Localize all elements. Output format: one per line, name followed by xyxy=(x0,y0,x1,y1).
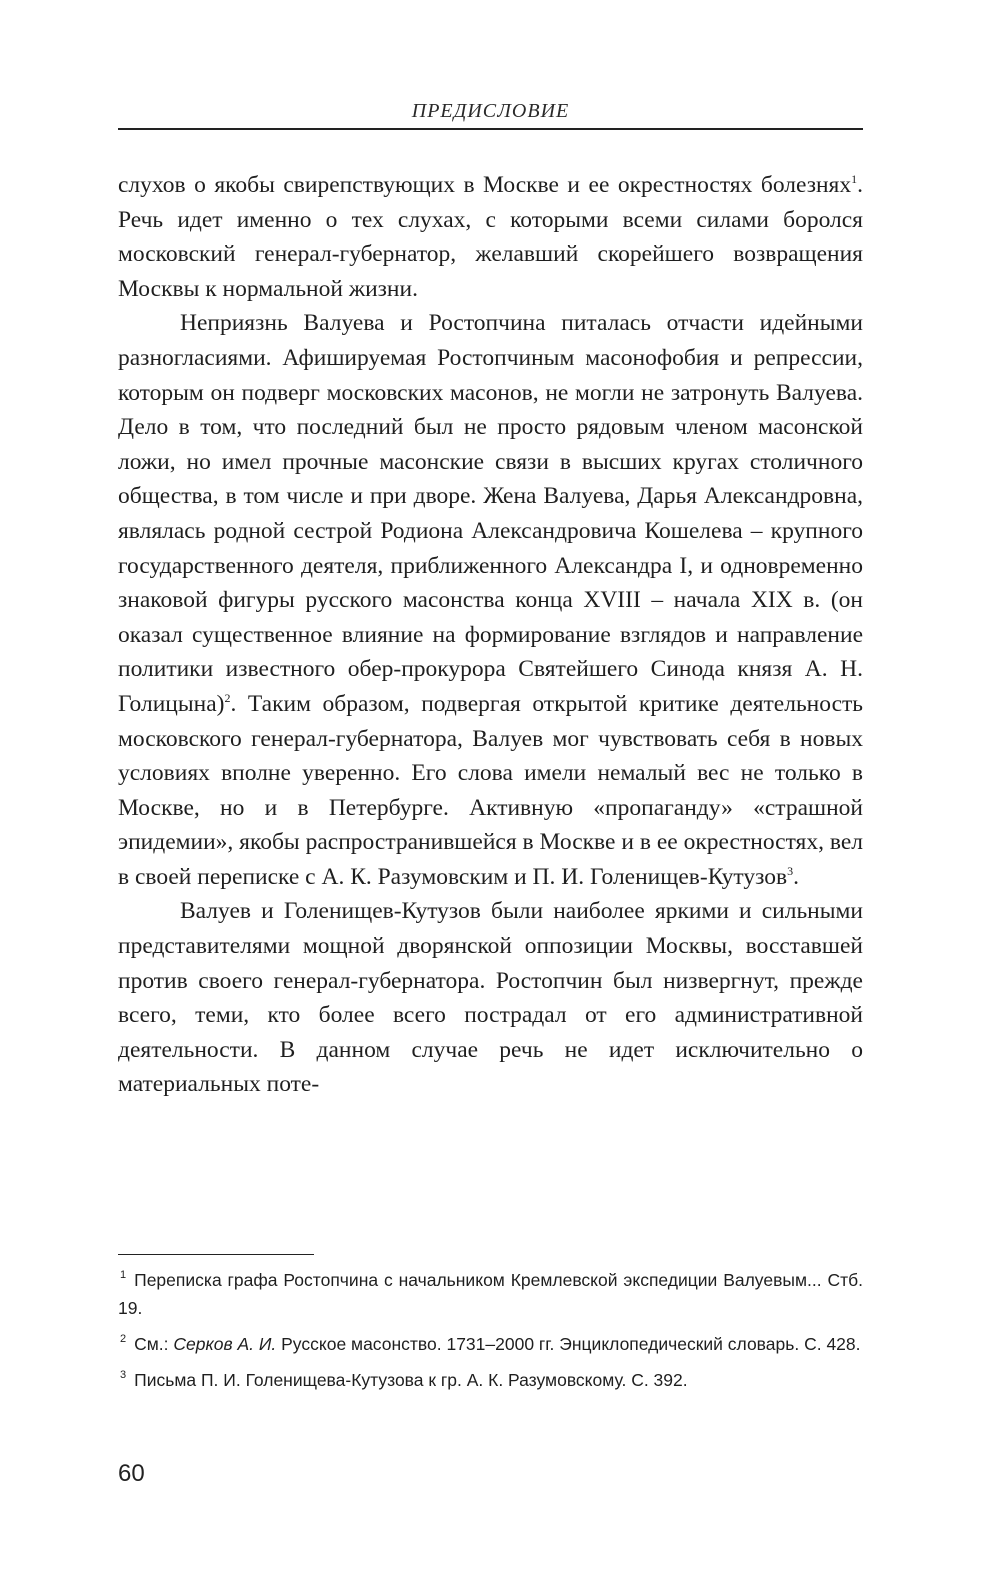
paragraph-2 xyxy=(118,306,863,894)
paragraph-2-text-a: Неприязнь Валуева и Ростопчина питалась отчасти идейными разногласиями. Афишируемая Ростопчиным масонофобия и репрессии, которым он подверг московских масонов, не могли не затронуть Валуева. Дело в том, что последний был не просто рядовым членом масонской ложи, но имел прочные масонские связи в высших кругах столичного общества, в том числе и при дворе. Жена Валуева, Дарья Александровна, являлась родной сестрой Родиона Александровича Кошелева – крупного государственного деятеля, приближенного Александра I, и одновременно знаковой фигуры русского масонства конца XVIII – начала XIX в. (он оказал существенное влияние на формирование взглядов и направление политики известного обер-прокурора Святейшего Синода князя А. Н. Голицына) xyxy=(118,310,863,717)
paragraph-1-text-b: . Речь идет именно о тех слухах, с которыми всеми силами боролся московский генерал-губернатор, желавший скорейшего возвращения Москвы к нормальной жизни. xyxy=(118,172,863,302)
footnote-ref-3: 3 xyxy=(787,863,794,878)
page-number: 60 xyxy=(118,1460,145,1487)
paragraph-1 xyxy=(118,168,863,306)
footnote-text: Письма П. И. Голенищева-Кутузова к гр. А. К. Разумовскому. С. 392. xyxy=(134,1370,688,1390)
paragraph-1-text-a: слухов о якобы свирепствующих в Москве и ее окрестностях болезнях xyxy=(118,172,852,198)
body-text xyxy=(118,168,863,1102)
footnotes xyxy=(118,1266,863,1402)
footnote-number: 1 xyxy=(120,1269,127,1281)
book-page xyxy=(118,0,863,1575)
footnote-number: 3 xyxy=(120,1369,127,1381)
footnote-text: Переписка графа Ростопчина с начальником Кремлевской экспедиции Валуевым... Стб. 19. xyxy=(118,1270,863,1318)
footnote-3 xyxy=(118,1366,863,1394)
footnote-ref-2: 2 xyxy=(224,690,231,705)
paragraph-2-text-b: . Таким образом, подвергая открытой критике деятельность московского генерал-губернатора, Валуев мог чувствовать себя в новых условиях вполне уверенно. Его слова имели немалый вес не только в Москве, но и в Петербурге. Активную «пропаганду» «страшной эпидемии», якобы распространившейся в Москве и в ее окрестностях, вел в своей переписке с А. К. Разумовским и П. И. Голенищев-Кутузов xyxy=(118,690,863,890)
paragraph-2-text-c: . xyxy=(793,863,799,890)
footnote-author: Серков А. И. xyxy=(173,1334,277,1354)
footnote-rule xyxy=(118,1254,314,1255)
footnote-ref-1: 1 xyxy=(851,172,858,186)
running-head: ПРЕДИСЛОВИЕ xyxy=(411,100,570,122)
paragraph-3-text-a: Валуев и Голенищев-Кутузов были наиболее яркими и сильными представителями мощной дворянской оппозиции Москвы, восставшей против своего генерал-губернатора. Ростопчин был низвергнут, прежде всего, теми, кто более всего пострадал от его административной деятельности. В данном случае речь не идет исключительно о материальных поте- xyxy=(118,898,863,1098)
footnote-prefix: См.: xyxy=(134,1334,174,1354)
footnote-text: Русское масонство. 1731–2000 гг. Энциклопедический словарь. С. 428. xyxy=(276,1334,861,1354)
footnote-1 xyxy=(118,1266,863,1322)
header-rule xyxy=(118,128,863,130)
paragraph-3 xyxy=(118,894,863,1102)
footnote-number: 2 xyxy=(120,1333,127,1345)
footnote-2 xyxy=(118,1330,863,1358)
